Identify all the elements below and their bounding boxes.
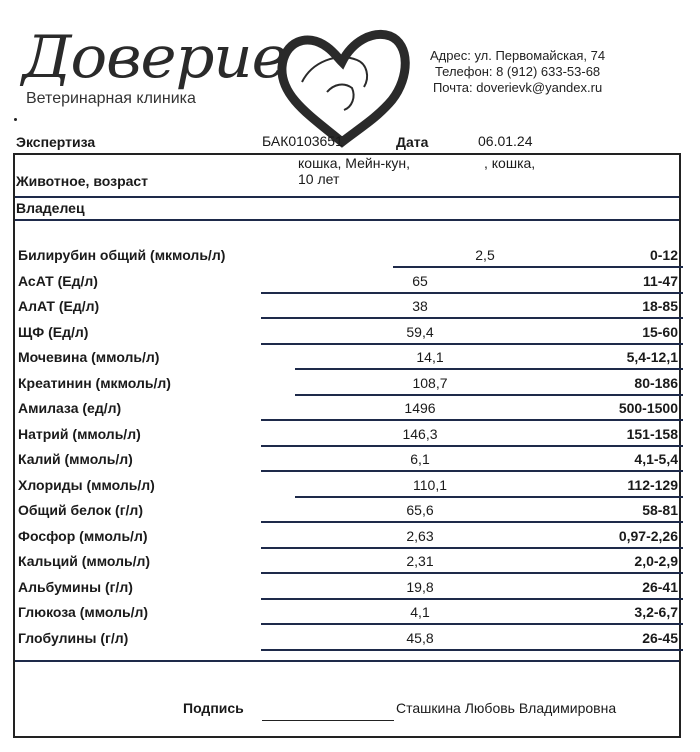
test-reference-range: 15-60 [642,323,678,340]
test-reference-range: 0,97-2,26 [618,527,678,544]
divider [15,196,679,198]
test-reference-range: 80-186 [634,374,678,391]
test-reference-range: 58-81 [642,502,678,518]
test-name: Билирубин общий (мкмоль/л) [18,247,226,263]
owner-label: Владелец [16,200,85,216]
signature-label: Подпись [183,700,244,716]
row-underline [261,343,683,345]
test-name: Общий белок (г/л) [18,502,143,518]
test-value: 146,3 [402,425,438,442]
clinic-email: Почта: doverievk@yandex.ru [432,80,603,95]
test-name: Калий (ммоль/л) [18,451,133,467]
test-value: 2,5 [475,247,495,263]
animal-value-line1: кошка, Мейн-кун, [298,155,411,171]
test-value: 65 [412,272,428,289]
scan-speck [14,118,17,121]
clinic-contacts [430,48,605,96]
row-underline [261,649,683,651]
clinic-logo-text: Доверие [22,23,287,91]
row-underline [295,496,683,498]
row-underline [261,547,683,549]
clinic-address: Адрес: ул. Первомайская, 74 [430,48,606,63]
test-reference-range: 151-158 [626,425,678,442]
test-value: 38 [412,298,428,314]
test-value: 14,1 [416,349,444,365]
signer-name: Сташкина Любовь Владимировна [396,700,617,716]
test-value: 6,1 [410,451,430,467]
test-reference-range: 0-12 [649,247,678,263]
test-value: 4,1 [410,604,430,620]
row-underline [261,317,683,319]
clinic-phone: Телефон: 8 (912) 633-53-68 [434,64,601,79]
clinic-logo-subtitle: Ветеринарная клиника [26,90,196,107]
test-name: Хлориды (ммоль/л) [18,476,155,493]
test-name: Альбумины (г/л) [18,578,133,595]
animal-value-line1b: , кошка, [484,155,536,171]
test-reference-range: 3,2-6,7 [634,604,678,620]
row-underline [261,292,683,294]
date-value: 06.01.24 [478,133,533,149]
row-underline [295,394,683,396]
row-underline [261,572,683,574]
test-value: 2,31 [406,553,434,569]
test-name: Мочевина (ммоль/л) [18,349,160,365]
expertise-value: БАК0103651 [262,133,343,149]
row-underline [393,266,683,268]
date-label: Дата [396,134,429,150]
test-name: Натрий (ммоль/л) [18,425,141,442]
animal-value-line2: 10 лет [298,171,340,187]
row-underline [261,623,683,625]
divider [15,219,679,221]
row-underline [261,521,683,523]
test-name: Глюкоза (ммоль/л) [18,604,149,620]
test-reference-range: 500-1500 [618,400,678,416]
row-underline [261,419,683,421]
divider [15,660,679,662]
test-reference-range: 18-85 [642,298,678,314]
test-value: 65,6 [406,502,434,518]
test-value: 2,63 [406,527,434,544]
test-name: Амилаза (ед/л) [18,400,122,416]
test-name: АсАТ (Ед/л) [18,272,98,289]
test-name: ЩФ (Ед/л) [18,323,89,340]
test-reference-range: 5,4-12,1 [626,349,678,365]
test-value: 59,4 [406,323,434,340]
test-value: 110,1 [413,476,447,493]
test-name: Глобулины (г/л) [18,629,129,646]
test-value: 45,8 [406,629,434,646]
row-underline [261,598,683,600]
row-underline [295,368,683,370]
test-name: АлАТ (Ед/л) [18,298,100,314]
test-name: Фосфор (ммоль/л) [18,527,148,544]
animal-label: Животное, возраст [16,173,149,189]
expertise-label: Экспертиза [16,134,96,150]
signature-line [262,720,394,721]
row-underline [261,445,683,447]
test-reference-range: 26-45 [642,629,678,646]
test-reference-range: 2,0-2,9 [634,553,678,569]
row-underline [261,470,683,472]
test-reference-range: 112-129 [627,476,678,493]
test-value: 108,7 [412,374,448,391]
test-name: Креатинин (мкмоль/л) [18,374,171,391]
test-reference-range: 26-41 [642,578,678,595]
test-reference-range: 4,1-5,4 [634,451,678,467]
test-name: Кальций (ммоль/л) [18,553,151,569]
test-value: 19,8 [406,578,434,595]
test-value: 1496 [404,400,436,416]
test-reference-range: 11-47 [642,272,678,289]
